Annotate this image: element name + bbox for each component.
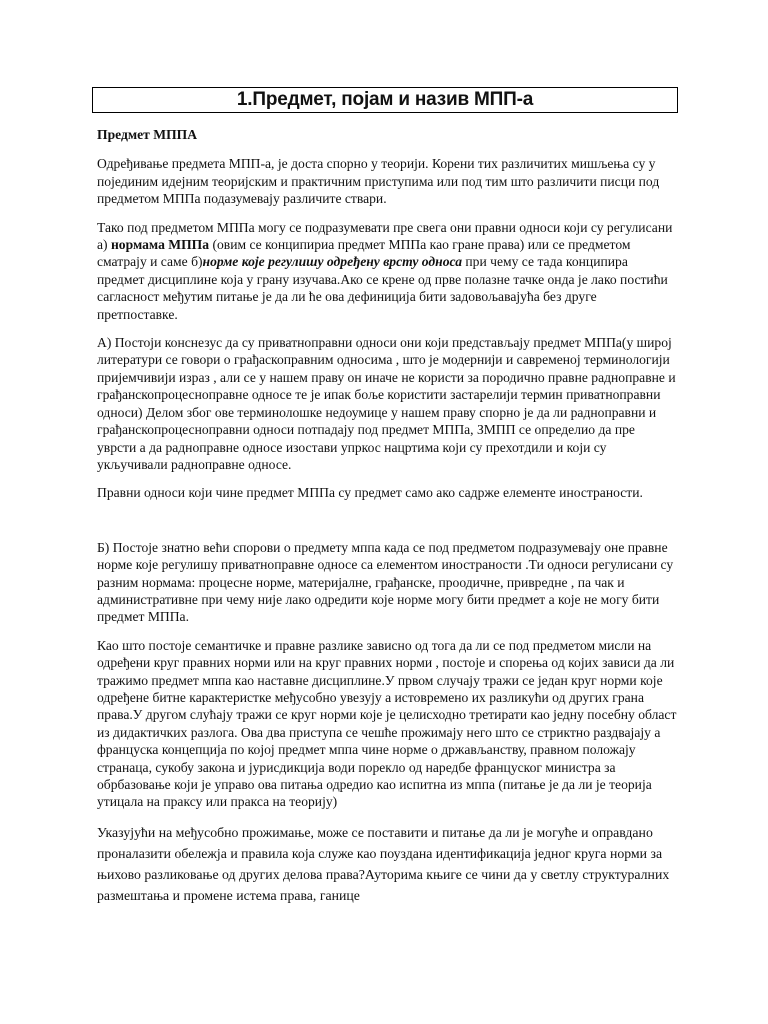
paragraph-7: Указујући на међусобно прожимање, може се поставити и питање да ли је могуће и оправдано проналазити обележја и правила која служе као поуздана идентификација једног круга норми за њихово разликовање од других делова права?Ауторима књиге се чини да у светлу структуралних размештања и промене истема права, ганице [97, 824, 670, 903]
paragraph-2-bold-italic-term: норме које регулишу одређену врсту односа [202, 254, 462, 270]
document-body [97, 126, 677, 917]
paragraph-2-bold-term: нормама МППа [110, 237, 210, 253]
paragraph-2-part-c: (овим се конципириа предмет МППа као гране права) или се предметом сматрају и саме б) [97, 237, 631, 270]
blank-gap [97, 513, 677, 539]
paragraph-1: Одређивање предмета МПП-а, је доста спорно у теорији. Корени тих различитих мишљења су у појединим идејним теоријским и практичним приступима или под тим што различити писци под предметом МППа подазумевају различите ствари. [97, 156, 660, 207]
paragraph-5: Б) Постоје знатно већи спорови о предмету мппа када се под предметом подразумевају оне правне норме које регулишу приватноправне односе са елементом иностраности .Ти односи регулисани су разним нормама: процесне норме, материјалне, грађанске, проодичне, привредне , па чак и административне при чему није лако одредити које норме могу бити предмет а које не могу бити предмет МППа. [97, 539, 674, 625]
section-subheading: Предмет МППА [97, 127, 198, 142]
paragraph-2-part-a: Тако под предметом МППа могу се подразумевати пре свега они правни односи који су регулисани а) [97, 219, 673, 253]
paragraph-6: Као што постоје семантичке и правне разлике зависно од тога да ли се под предметом мисли на одређени круг правних норми или на круг правних норми , постоје и спорења од којих зависи да ли тражимо предмет мппа као наставне дисциплине.У првом случају тражи се један круг норми које одређене битне карактеристке међусобно увезују а истовремено их разликући од других грана права.У другом слућају тражи се круг норми које је целисходно третирати као једну посебну област из дидактичких разлога. Ова два приступа се чешће прожимају него што се стриктно раздвајају а француска концепција по којој предмет мппа чине норме о држављанству, правном положају странаца, сукобу закона и јурисдикција води порекло од наредбе француског министра за обрбазовање који је управо ова питања одредио као испитна из мппа (питање је да ли је теорија утицала на праксу или пракса на теорију) [97, 637, 677, 810]
paragraph-2 [97, 219, 677, 323]
title-box [92, 87, 678, 113]
paragraph-3: А) Постоји конснезус да су приватноправни односи они који представљају предмет МППа(у широј литератури се говори о грађаскоправним односима , што је модернији и савременој терминологији пријемчивији израз , али се у нашем праву он иначе не користи за породично правне радноправне и грађанскопроцесноправне односе те је ипак боље користити застарелији термин приватноправни односи) Делом због ове терминолошке недоумице у нашем праву спорно је да ли радноправни и грађанскопроцесноправни односи потпадају под предмет МППа, ЗМПП се определио да пре уврсти а да радноправне односе изостави упркос нацртима који су прехотдили и који су укључивали радноправне односе. [97, 335, 676, 472]
page-title: 1.Предмет, појам и назив МПП-а [236, 89, 534, 110]
paragraph-4: Правни односи који чине предмет МППа су предмет само ако садрже елементе иностраности. [97, 485, 643, 501]
paragraph-2-part-e: при чему се тада конципира предмет дисциплине која у грану изучава.Ако се крене од прве полазне тачке онда је лако постићи сагласност међутим питање је да ли ће ова дефиниција бити задовољавајућа без друге претпоставке. [97, 254, 668, 322]
